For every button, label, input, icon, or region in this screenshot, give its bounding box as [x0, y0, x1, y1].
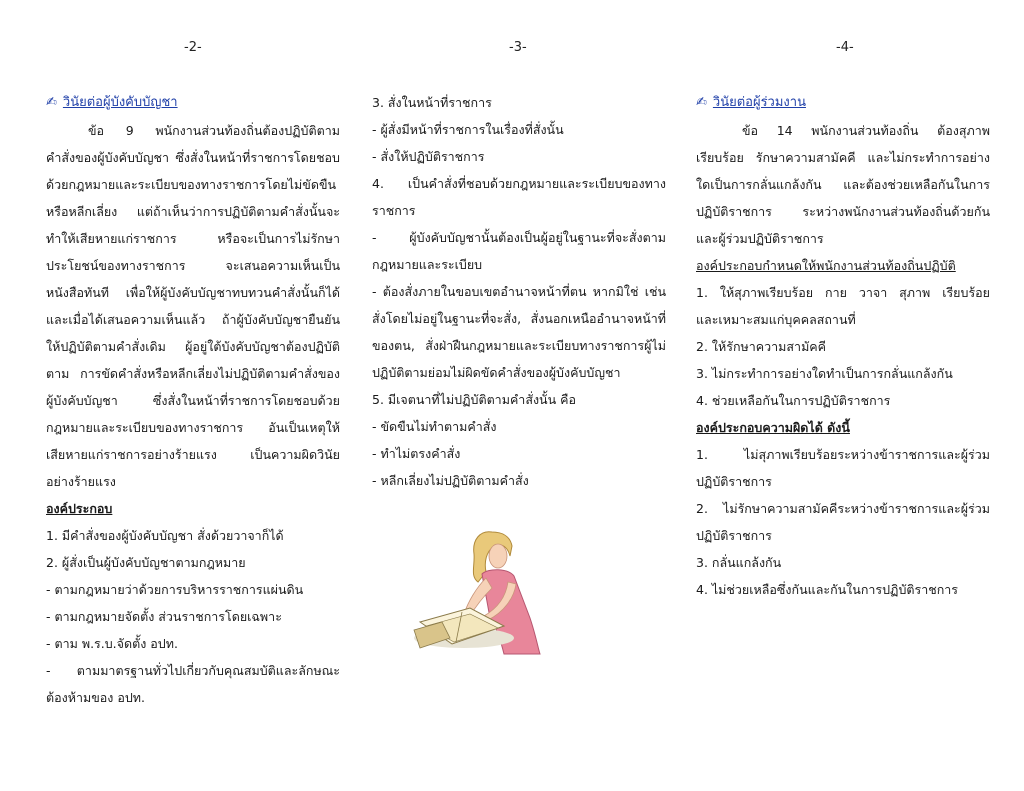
- paragraph-line: เรียบร้อย รักษาความสามัคคี และไม่กระทำการอย่าง: [696, 150, 990, 165]
- list-item: 4. ไม่ช่วยเหลือซึ่งกันและกันในการปฏิบัติราชการ: [696, 582, 959, 597]
- page-number-3: -3-: [509, 40, 527, 55]
- paragraph-line: กฎหมายและระเบียบของทางราชการ อันเป็นเหตุให้: [46, 420, 340, 435]
- paragraph-line: ด้วยกฎหมายและระเบียบของทางราชการโดยไม่ขัดขืน: [46, 177, 337, 192]
- list-item: 2. ให้รักษาความสามัคคี: [696, 339, 827, 354]
- list-item: - ขัดขืนไม่ทำตามคำสั่ง: [372, 419, 497, 434]
- list-item: ปฏิบัติตามย่อมไม่ผิดขัดคำสั่งของผู้บังคับบัญชา: [372, 365, 621, 380]
- heading-text: วินัยต่อผู้ร่วมงาน: [712, 95, 806, 110]
- list-item: 2. ไม่รักษาความสามัคคีระหว่างข้าราชการและผู้ร่วม: [696, 501, 990, 516]
- woman-reading-illustration: [412, 526, 562, 656]
- paragraph-line: หรือหลีกเลี่ยง แต่ถ้าเห็นว่าการปฏิบัติตามคำสั่งนั้นจะ: [46, 204, 340, 219]
- column-page-4: [696, 96, 990, 616]
- pen-hand-icon: ✍: [46, 95, 57, 110]
- list-item: - ตามกฎหมายจัดตั้ง ส่วนราชการโดยเฉพาะ: [46, 609, 282, 624]
- paragraph-line: ผู้บังคับบัญชา ซึ่งสั่งในหน้าที่ราชการโดยชอบด้วย: [46, 393, 340, 408]
- paragraph-line: อย่างร้ายแรง: [46, 474, 116, 489]
- sub-heading: องค์ประกอบ: [46, 501, 113, 516]
- paragraph-line: และผู้ร่วมปฏิบัติราชการ: [696, 231, 824, 246]
- section-heading: [696, 96, 806, 110]
- list-item: - ตามกฎหมายว่าด้วยการบริหารราชการแผ่นดิน: [46, 582, 304, 597]
- list-item: สั่งโดยไม่อยู่ในฐานะที่จะสั่ง, สั่งนอกเหนืออำนาจหน้าที่: [372, 311, 666, 326]
- list-item: และเหมาะสมแก่บุคคลสถานที่: [696, 312, 856, 327]
- list-item: ของตน, สั่งฝ่าฝืนกฎหมายและระเบียบทางราชการผู้ไม่: [372, 338, 666, 353]
- sub-heading: องค์ประกอบความผิดได้ ดังนี้: [696, 420, 850, 435]
- page-number-4: -4-: [836, 40, 854, 55]
- paragraph-line: ประโยชน์ของทางราชการ จะเสนอความเห็นเป็น: [46, 258, 340, 273]
- list-item: - ผู้สั่งมีหน้าที่ราชการในเรื่องที่สั่งนั้น: [372, 122, 564, 137]
- list-item: 4. ช่วยเหลือกันในการปฏิบัติราชการ: [696, 393, 891, 408]
- list-item: ปฏิบัติราชการ: [696, 474, 772, 489]
- list-item: - ทำไม่ตรงคำสั่ง: [372, 446, 461, 461]
- list-item: 5. มีเจตนาที่ไม่ปฏิบัติตามคำสั่งนั้น คือ: [372, 392, 576, 407]
- list-item: 3. ไม่กระทำการอย่างใดทำเป็นการกลั่นแกล้งกัน: [696, 366, 953, 381]
- section-heading: [46, 96, 178, 110]
- list-item: - สั่งให้ปฏิบัติราชการ: [372, 149, 485, 164]
- paragraph-line: ปฏิบัติราชการ ระหว่างพนักงานส่วนท้องถิ่นด้วยกัน: [696, 204, 990, 219]
- list-item: - หลีกเลี่ยงไม่ปฏิบัติตามคำสั่ง: [372, 473, 529, 488]
- list-item: 3. สั่งในหน้าที่ราชการ: [372, 95, 492, 110]
- list-item: กฎหมายและระเบียบ: [372, 257, 483, 272]
- list-item: - ผู้บังคับบัญชานั้นต้องเป็นผู้อยู่ในฐานะที่จะสั่งตาม: [372, 230, 666, 245]
- page-number-2: -2-: [184, 40, 202, 55]
- paragraph-line: ตาม การขัดคำสั่งหรือหลีกเลี่ยงไม่ปฏิบัติตามคำสั่งของ: [46, 366, 340, 381]
- list-item: 1. ไม่สุภาพเรียบร้อยระหว่างข้าราชการและผู้ร่วม: [696, 447, 990, 462]
- paragraph-line: คำสั่งของผู้บังคับบัญชา ซึ่งสั่งในหน้าที่ราชการโดยชอบ: [46, 150, 340, 165]
- list-item: - ต้องสั่งภายในขอบเขตอำนาจหน้าที่ตน หากมิใช่ เช่น: [372, 284, 666, 299]
- paragraph-line: เสียหายแก่ราชการอย่างร้ายแรง เป็นความผิดวินัย: [46, 447, 340, 462]
- list-item: ต้องห้ามของ อปท.: [46, 690, 146, 705]
- paragraph-line: ใดเป็นการกลั่นแกล้งกัน และต้องช่วยเหลือกันในการ: [696, 177, 990, 192]
- paragraph-line: และเมื่อได้เสนอความเห็นแล้ว ถ้าผู้บังคับบัญชายืนยัน: [46, 312, 340, 327]
- list-item: ปฏิบัติราชการ: [696, 528, 772, 543]
- paragraph-line: หนังสือทันที เพื่อให้ผู้บังคับบัญชาทบทวนคำสั่งนั้นก็ได้: [46, 285, 340, 300]
- list-item: 2. ผู้สั่งเป็นผู้บังคับบัญชาตามกฎหมาย: [46, 555, 246, 570]
- paragraph-line: ข้อ 9 พนักงานส่วนท้องถิ่นต้องปฏิบัติตาม: [88, 123, 340, 138]
- list-item: ราชการ: [372, 203, 416, 218]
- paragraph-line: ทำให้เสียหายแก่ราชการ หรือจะเป็นการไม่รักษา: [46, 231, 340, 246]
- list-item: 1. ให้สุภาพเรียบร้อย กาย วาจา สุภาพ เรียบร้อย: [696, 285, 990, 300]
- heading-text: วินัยต่อผู้บังคับบัญชา: [62, 95, 178, 110]
- list-item: 3. กลั่นแกล้งกัน: [696, 555, 782, 570]
- list-item: - ตามมาตรฐานทั่วไปเกี่ยวกับคุณสมบัติและลักษณะ: [46, 663, 340, 678]
- sub-heading: องค์ประกอบกำหนดให้พนักงานส่วนท้องถิ่นปฏิบัติ: [696, 258, 956, 273]
- list-item: - ตาม พ.ร.บ.จัดตั้ง อปท.: [46, 636, 178, 651]
- pen-hand-icon: ✍: [696, 95, 707, 110]
- column-page-2: [46, 96, 340, 716]
- column-page-3: [372, 96, 666, 516]
- list-item: 4. เป็นคำสั่งที่ชอบด้วยกฎหมายและระเบียบของทาง: [372, 176, 666, 191]
- paragraph-line: ให้ปฏิบัติตามคำสั่งเดิม ผู้อยู่ใต้บังคับบัญชาต้องปฏิบัติ: [46, 339, 340, 354]
- list-item: 1. มีคำสั่งของผู้บังคับบัญชา สั่งด้วยวาจาก็ได้: [46, 528, 284, 543]
- paragraph-line: ข้อ 14 พนักงานส่วนท้องถิ่น ต้องสุภาพ: [742, 123, 990, 138]
